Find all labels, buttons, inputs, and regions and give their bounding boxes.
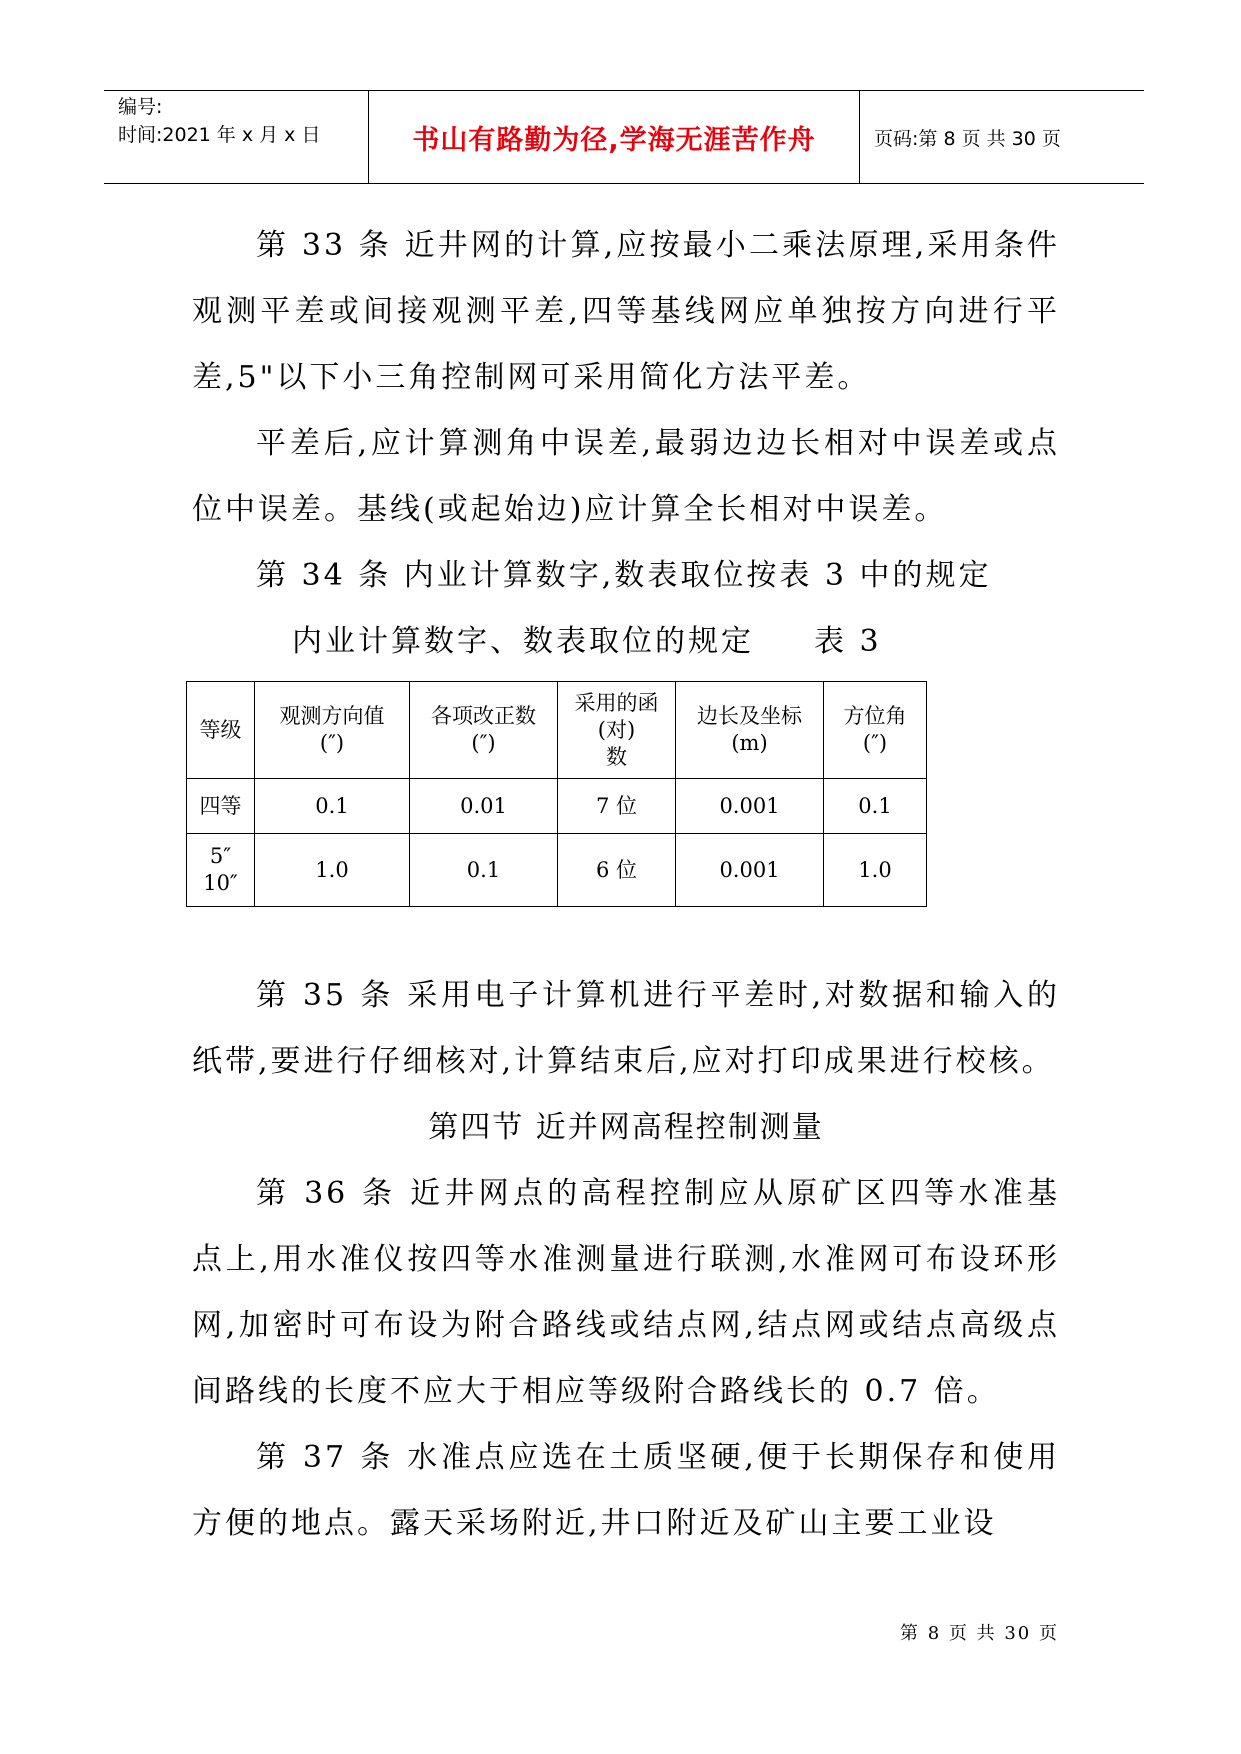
table-cell: 6 位	[558, 834, 676, 907]
article-34: 第 34 条 内业计算数字,数表取位按表 3 中的规定	[256, 558, 992, 593]
page-header	[104, 90, 1144, 184]
document-body	[192, 213, 1060, 1557]
table-cell: 5″ 10″	[187, 834, 255, 907]
table-cell: 0.01	[410, 779, 558, 834]
header-page-number: 页码:第 8 页 共 30 页	[874, 127, 1061, 150]
article-35: 第 35 条 采用电子计算机进行平差时,对数据和输入的纸带,要进行仔细核对,计算结束后,应对打印成果进行校核。	[192, 978, 1060, 1079]
table-cell: 0.1	[824, 779, 927, 834]
table-row	[187, 834, 927, 907]
article-33-paragraph-1: 第 33 条 近井网的计算,应按最小二乘法原理,采用条件观测平差或间接观测平差,四等基线网应单独按方向进行平差,5"以下小三角控制网可采用简化方法平差。	[192, 228, 1060, 395]
section-4-title: 第四节 近并网高程控制测量	[428, 1110, 824, 1145]
table-header-cell: 采用的函 (对) 数	[558, 682, 676, 779]
article-36: 第 36 条 近井网点的高程控制应从原矿区四等水准基点上,用水准仪按四等水准测量进行联测,水准网可布设环形网,加密时可布设为附合路线或结点网,结点网或结点高级点间路线的长度不应大于相应等级附合路线长的 0.7 倍。	[192, 1176, 1060, 1409]
table-header-cell: 观测方向值 (″)	[255, 682, 410, 779]
table-header-cell: 边长及坐标 (m)	[676, 682, 824, 779]
table-header-cell: 各项改正数 (″)	[410, 682, 558, 779]
article-37: 第 37 条 水准点应选在土质坚硬,便于长期保存和使用方便的地点。露天采场附近,井口附近及矿山主要工业设	[192, 1440, 1060, 1541]
table-cell: 1.0	[824, 834, 927, 907]
document-number-label: 编号:	[118, 96, 163, 118]
header-motto: 书山有路勤为径,学海无涯苦作舟	[368, 91, 860, 183]
article-33-paragraph-2: 平差后,应计算测角中误差,最弱边边长相对中误差或点位中误差。基线(或起始边)应计算全长相对中误差。	[192, 426, 1060, 527]
table-cell: 0.001	[676, 779, 824, 834]
table-header-row	[187, 682, 927, 779]
table-3	[186, 681, 927, 907]
table-row	[187, 779, 927, 834]
document-date: 时间:2021 年 x 月 x 日	[118, 124, 321, 146]
table-cell: 四等	[187, 779, 255, 834]
table-caption-text: 内业计算数字、数表取位的规定	[292, 624, 754, 659]
table-header-cell: 方位角 (″)	[824, 682, 927, 779]
table-cell: 0.1	[255, 779, 410, 834]
table-cell: 0.001	[676, 834, 824, 907]
table-cell: 0.1	[410, 834, 558, 907]
table-cell: 7 位	[558, 779, 676, 834]
page-footer: 第 8 页 共 30 页	[900, 1623, 1059, 1644]
table-number: 表 3	[814, 624, 882, 659]
table-3-caption	[192, 609, 1060, 675]
header-meta	[118, 91, 368, 183]
table-header-cell: 等级	[187, 682, 255, 779]
table-cell: 1.0	[255, 834, 410, 907]
